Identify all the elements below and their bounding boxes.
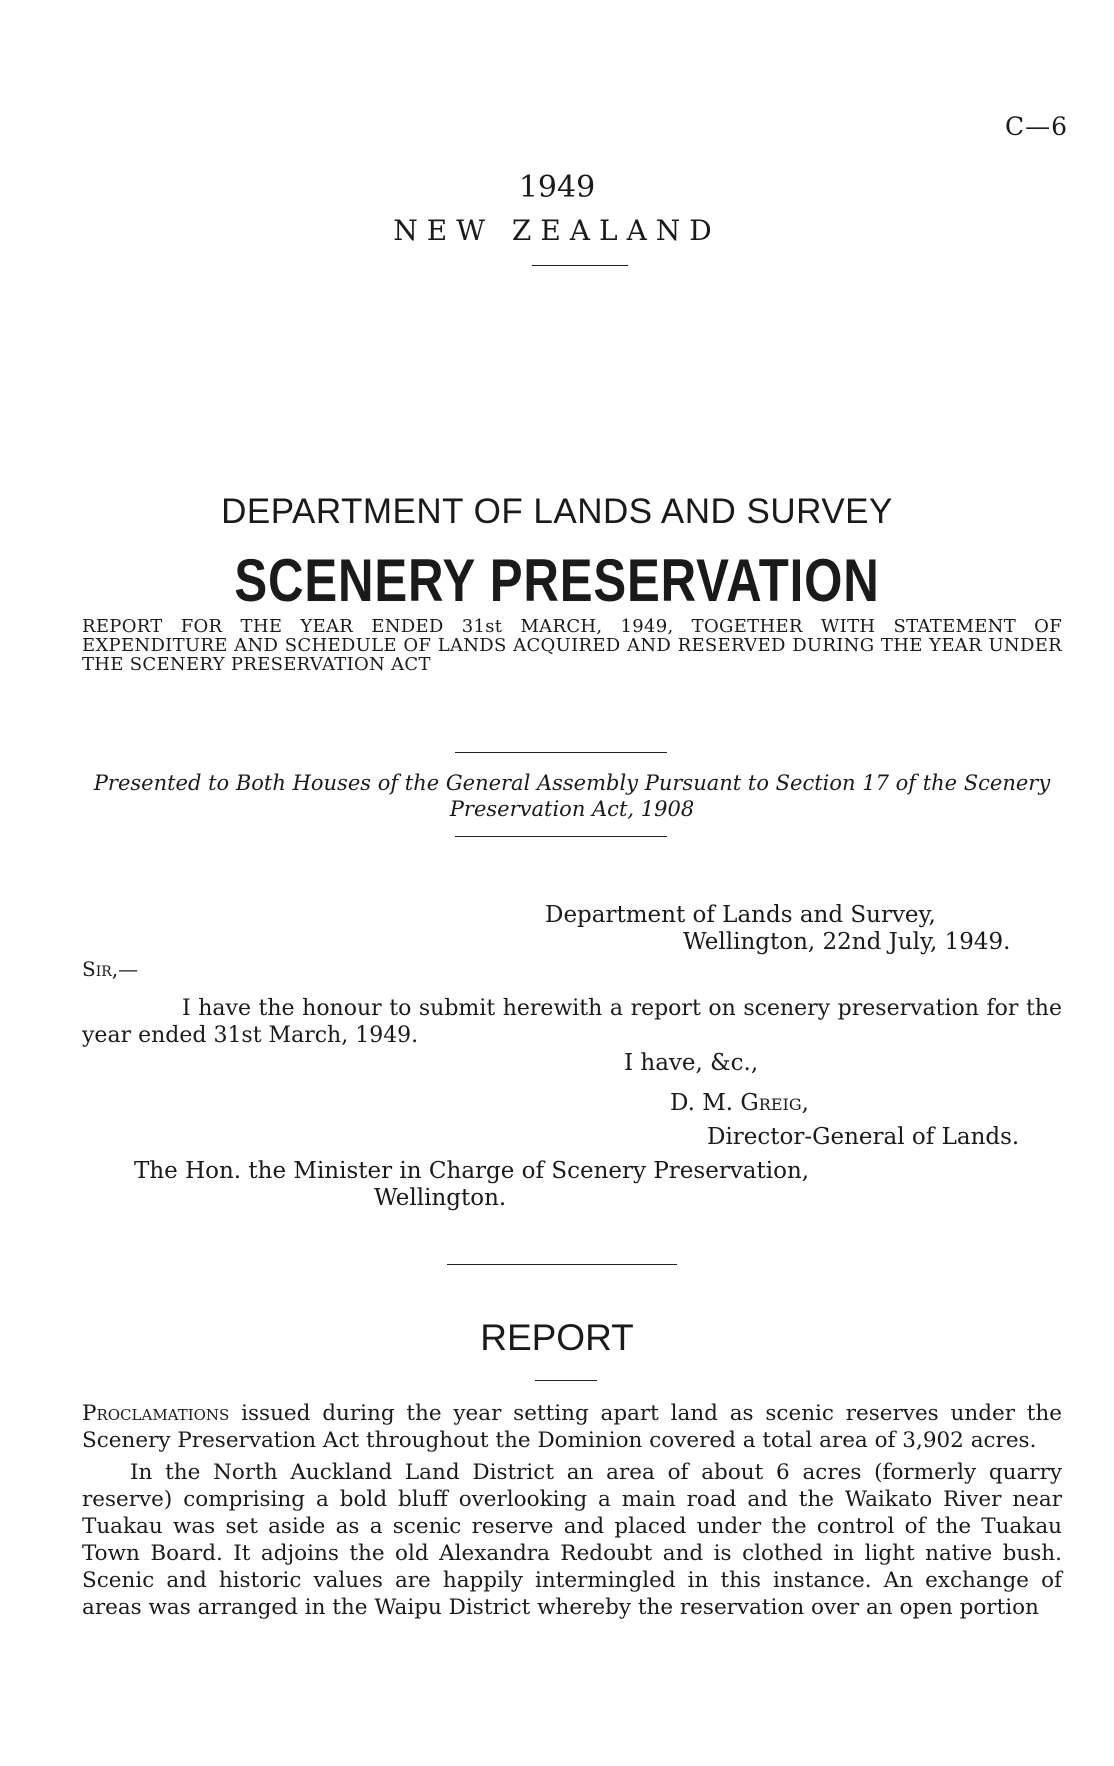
report-title: SCENERY PRESERVATION <box>234 547 880 614</box>
presented-statement: Presented to Both Houses of the General Assembly Pursuant to Section 17 of the Scenery Preservation Act, 1908 <box>93 771 1051 821</box>
report-heading: REPORT <box>480 1317 634 1358</box>
paragraph-lead-word: Proclamations <box>82 1401 230 1426</box>
report-heading-divider <box>535 1380 597 1381</box>
letter-closing: I have, &c., <box>624 1050 759 1076</box>
letter-recipient-line1: The Hon. the Minister in Charge of Scenery Preservation, <box>134 1158 810 1184</box>
publication-year: 1949 <box>518 170 596 205</box>
letter-signatory-title: Director-General of Lands. <box>707 1124 1020 1150</box>
paragraph-1-text: issued during the year setting apart land as scenic reserves under the Scenery Preservation Act throughout the Dominion covered a total area of 3,902 acres. <box>82 1401 1062 1453</box>
letter-address-line1: Department of Lands and Survey, <box>545 902 936 928</box>
letter-recipient-line2: Wellington. <box>374 1185 507 1211</box>
report-subtitle: REPORT FOR THE YEAR ENDED 31st MARCH, 1949, TOGETHER WITH STATEMENT OF EXPENDITURE AND SCHEDULE OF LANDS ACQUIRED AND RESERVED DURING THE YEAR UNDER THE SCENERY PRESERVATION ACT <box>82 616 1062 675</box>
letter-salutation: Sir,— <box>82 957 139 981</box>
letter-signatory: D. M. Greig, <box>670 1090 809 1116</box>
letter-address-line2: Wellington, 22nd July, 1949. <box>683 929 1011 955</box>
header-divider <box>532 265 628 266</box>
letter-body: I have the honour to submit herewith a report on scenery preservation for the year ended 31st March, 1949. <box>82 996 1062 1048</box>
report-paragraph-2: In the North Auckland Land District an area of about 6 acres (formerly quarry reserve) comprising a bold bluff overlooking a main road and the Waikato River near Tuakau was set aside as a scenic reserve and placed under the control of the Tuakau Town Board. It adjoins the old Alexandra Redoubt and is clothed in light native bush. Scenic and historic values are happily intermingled in this instance. An exchange of areas was arranged in the Waipu District whereby the reservation over an open portion <box>82 1460 1062 1620</box>
presented-top-divider <box>455 752 667 753</box>
letter-end-divider <box>447 1264 677 1265</box>
department-heading: DEPARTMENT OF LANDS AND SURVEY <box>221 492 893 531</box>
document-code: C—6 <box>1004 112 1068 141</box>
presented-bottom-divider <box>455 836 667 837</box>
country-heading: NEW ZEALAND <box>393 214 721 247</box>
report-paragraph-1 <box>82 1400 1062 1454</box>
